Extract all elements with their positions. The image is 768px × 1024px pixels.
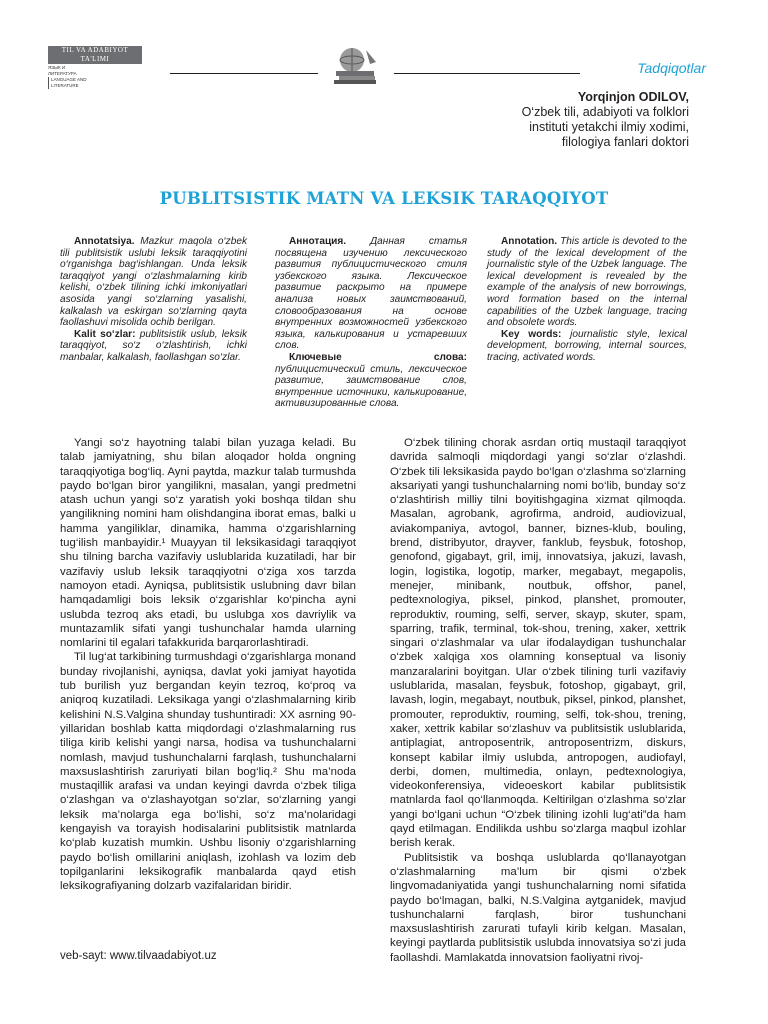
body-paragraph: O‘zbek tilining chorak asrdan ortiq mustaqil taraqqiyot davrida salmoqli miqdordagi yangi so‘zlar o‘zlashdi. O‘zbek tili leksikasida paydo bo‘lgan o‘zlashma so‘zlarning aksariyati yangi tushunchalarning nomi bo‘lib, bunday so‘z o‘zlashtirish milliy tilni boyitishgagina xizmat qilmoqda. Masalan, agrobank, agrofirma, android, audiovizual, aviakompaniya, avtogol, banner, biznes-klub, bouling, brend, distribyutor, drayver, fanklub, feysbuk, fotoshop, genofond, gigabayt, gril, imij, innovatsiya, jakuzi, lavash, login, logistika, logotip, marker, megabayt, megapolis, menejer, minibank, noutbuk, offshor, panel, pedtexnologiya, piksel, pinkod, planshet, promouter, reproduktiv, rouming, selfi, server, skayp, skuter, spam, sparring, trafik, terminal, tok-shou, trening, xaker, xettrik singari o‘zlashmalar va ular ifodalaydigan tushunchalar o‘zbek xalqiga xos olamning konseptual va lisoniy manzaralarini boyitgan. Ular o‘zbek tilining turli vazifaviy uslublarida, masalan, feysbuk, fotoshop, gigabayt, gril, lavash, login, megabayt, noutbuk, piksel, pinkod, planshet, promouter, reproduktiv, rouming, selfi, tok-shou, trening, xaker, xettrik kabilar so‘zlashuv va publitsistik uslublarida, antiplagiat, antroposentrik, antroposentrizm, diskurs, konsept kabilar ilmiy uslubda, antropogen, audiofayl, derbi, domen, multimedia, onlayn, pedtexnologiya, videokonferensiya, videoeskort kabilar publitsistik matnlarda faol qo‘llanmoqda. Keltirilgan o‘zlashma so‘zlar yangi bo‘lgani uchun “O‘zbek tilining izohli lug‘ati”da ham qayd etilmagan. Endilikda ushbu so‘zlarga maqbul izohlar berish kerak.: [390, 437, 686, 850]
keywords-uz-label: Kalit so‘zlar:: [74, 328, 136, 340]
article-title: PUBLITSISTIK MATN VA LEKSIK TARAQQIYOT: [159, 189, 609, 208]
abstract-ru-text: Данная статья посвящена изучению лексического развития публицистического стиля узбекского языка. Лексическое развитие раскрыто на примере анализа новых заимствований, словообразования на основе внутренних возможностей узбекского языка, калькирования и устаревших слов.: [275, 236, 467, 352]
abstract-en-label: Annotation.: [501, 236, 558, 247]
abstract-uz-text: Mazkur maqola o‘zbek tili publitsistik uslubi leksik taraqqiyotini o‘rganishga bag‘ishlangan. Unda leksik taraqqiyot yangi o‘zlashmalarning kirib kelishi, o‘zbek tilining ichki imkoniyatlari asosida yangi so‘zlarning yasalishi, kalkalash va eskirgan so‘zlarning qayta faollashuvi misolida ochib berilgan.: [60, 236, 247, 329]
author-affiliation-2: instituti yetakchi ilmiy xodimi,: [529, 120, 689, 134]
body-column-left: [60, 436, 356, 894]
header-rule-left: [170, 73, 318, 74]
journal-logo: [48, 46, 142, 88]
abstract-uz: [60, 236, 247, 364]
keywords-uz-text: publitsistik uslub, leksik taraqqiyot, so‘z o‘zlashtirish, ichki manbalar, kalkalash, faollashgan so‘zlar.: [60, 328, 248, 363]
author-affiliation-3: filologiya fanlari doktori: [561, 135, 689, 149]
globe-books-icon: [330, 44, 380, 86]
section-label: Tadqiqotlar: [637, 60, 706, 76]
author-affiliation-1: O‘zbek tili, adabiyoti va folklori: [521, 105, 689, 119]
keywords-en-label: Key words:: [501, 328, 562, 340]
logo-bottom: [48, 65, 142, 88]
body-paragraph: Til lug‘at tarkibining turmushdagi o‘zgarishlarga monand bunday rivojlanishi, ayniqsa, davlat yoki jamiyat hayotida tub burilish yuz bergandan keyin tezroq, ko‘proq va aniqroq kuzatiladi. Leksikaga yangi o‘zlashmalarning kirib kelishini N.S.Valgina shunday tushuntiradi: XX asrning 90-yillaridan boshlab katta miqdordagi o‘zlashmalarning rus tiliga kirib kelishi yangi narsa, hodisa va tushunchalarni nomlash, mavjud tushunchalarni farqlash, tushunchalarni maxsuslashtirish zaruriyati bilan bog‘liq.² Shu ma’noda mustaqillik arafasi va undan keyingi davrda o‘zbek tiliga o‘zlashgan va o‘zlashayotgan so‘zlar, so‘zlarning yangi leksik ma’nolarga ega bo‘lishi, so‘z ma’nolaridagi kengayish va torayish hodisalarini publitsistik matnlarda ko‘plab kuzatish mumkin. Ushbu lisoniy o‘zgarishlarning paydo bo‘lish omillarini aniqlash, izohlash va lozim deb topilganlarini leksikografik manbalarda qayd etish leksikografiyaning dolzarb vazifalaridan biridir.: [60, 651, 356, 893]
author-name: Yorqinjon ODILOV,: [577, 90, 689, 104]
logo-bottom-right: LANGUAGE AND LITERATURE: [48, 77, 99, 89]
abstract-ru-label: Аннотация.: [289, 236, 347, 247]
abstract-en: [487, 236, 687, 364]
abstract-en-text: This article is devoted to the study of the lexical development of the journalistic style of the Uzbek language. The lexical development is revealed by the example of the analysis of new borrowings, word formation based on the internal capabilities of the Uzbek language, tracing and obsolete words.: [487, 236, 687, 329]
keywords-ru-label: Ключевые слова:: [289, 351, 467, 363]
abstract-ru: [275, 236, 467, 410]
body-paragraph: Yangi so‘z hayotning talabi bilan yuzaga keladi. Bu talab jamiyatning, shu bilan aloqador holda ongning taraqqiyotiga bog‘liq. Ayni paytda, mazkur talab turmushda paydo bo‘lgan biror yangilikni, masalan, yangi predmetni atash uchun yangi so‘z yaratish yoki boshqa tildan shu yangilikning nomini ham olishdangina iborat emas, balki u hamma yangiliklar, dinamika, hamma o‘zgarishlarning tug‘ilish manbayidir.¹ Muayyan til leksikasidagi taraqqiyot shu tilning barcha vazifaviy uslublarida kuzatiladi, har bir vazifaviy uslub leksik taraqqiyotni o‘ziga xos tarzda namoyon etadi. Ayniqsa, publitsistik uslubning davr bilan hamqadamligi bois leksik o‘zgarishlar ko‘pincha ayni uslubda tezroq aks etadi, bu uslubga xos davriylik va muntazamlik sifati yangi tushunchalar hamda ularning nomlarini til egalari tafakkurida barqarorlashtiradi.: [60, 437, 356, 650]
logo-subtitle: TA'LIMI: [48, 55, 142, 64]
keywords-en-text: journalistic style, lexical development, borrowing, internal sources, tracing, activated words.: [487, 328, 687, 363]
body-paragraph: Publitsistik va boshqa uslublarda qo‘llanayotgan o‘zlashmalarning ma’lum bir qismi o‘zbek lingvomadaniyatida yangi tushunchalarning nomi sifatida paydo bo‘lmagan, balki, N.S.Valgina aytganidek, mavjud tushunchalarni farqlash, biror tushunchani maxsuslashtirish zarurati tufayli kirib kelgan. Masalan, keyingi paytlarda publitsistik uslubda innovatsiya so‘zi juda faollashdi. Mamlakatda innovatsion faoliyatni rivoj-: [390, 851, 686, 964]
logo-title: TIL VA ADABIYOT: [48, 46, 142, 55]
header-rule-right: [394, 73, 580, 74]
body-column-right: [390, 436, 686, 965]
logo-bottom-left: ЯЗЫК И ЛИТЕРАТУРА: [48, 65, 77, 76]
keywords-ru-text: публицистический стиль, лексическое развитие, заимствование слов, внутренние источники, калькирование, активизированные слова.: [275, 363, 467, 410]
author-block: [429, 90, 689, 150]
footer-website[interactable]: veb-sayt: www.tilvaadabiyot.uz: [60, 950, 217, 962]
abstract-uz-label: Annotatsiya.: [74, 236, 135, 247]
